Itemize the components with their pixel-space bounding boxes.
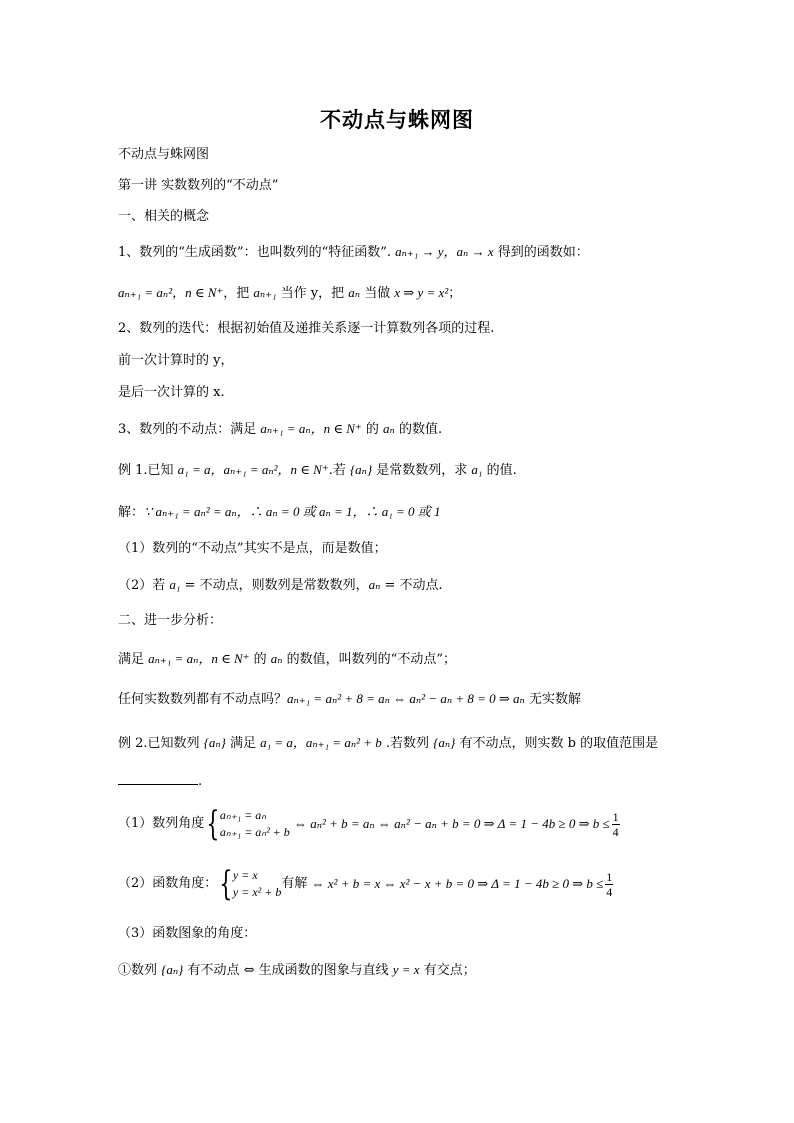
sequence-perspective: （1）数列角度{ aₙ₊₁ = aₙ aₙ₊₁ = aₙ² + b ⇔ aₙ² + b = aₙ ⇔ aₙ² − aₙ + b = 0 ⇒ Δ = 1 − 4b ≥ 0 ⇒ b ≤ $\frac{1}{4}$	[118, 804, 619, 844]
paragraph-question: 任何实数数列都有不动点吗？aₙ₊₁ = aₙ² + 8 = aₙ ⇔ aₙ² − aₙ + 8 = 0 ⇒ aₙ 无实数解	[118, 691, 581, 707]
page-title: 不动点与蛛网图	[320, 108, 474, 132]
left-brace: {	[219, 864, 233, 904]
fraction: $\frac{1}{4}$	[606, 869, 613, 899]
fraction: $\frac{1}{4}$	[612, 809, 619, 839]
paragraph-previous-y: 前一次计算时的 y，	[118, 353, 234, 368]
lecture-heading: 第一讲 实数数列的“不动点”	[118, 178, 279, 193]
example-1: 例 1.已知 a₁ = a，aₙ₊₁ = aₙ²，n ∈ N⁺.若 {aₙ} 是常数数列，求 a₁ 的值.	[118, 462, 517, 478]
subtitle: 不动点与蛛网图	[118, 147, 210, 162]
answer-blank	[118, 772, 198, 785]
paragraph-next-x: 是后一次计算的 x.	[118, 385, 225, 400]
section-heading-2: 二、进一步分析：	[118, 613, 223, 628]
answer-blank-line: .	[118, 772, 202, 791]
equation-system: aₙ₊₁ = aₙ aₙ₊₁ = aₙ² + b	[219, 808, 290, 839]
note-1: （1）数列的“不动点”其实不是点，而是数值；	[118, 541, 387, 556]
paragraph-fixed-point-restate: 满足 aₙ₊₁ = aₙ，n ∈ N⁺ 的 aₙ 的数值，叫数列的“不动点”；	[118, 651, 456, 667]
paragraph-generating-function: 1、数列的“生成函数”：也叫数列的“特征函数”. aₙ₊₁ → y，aₙ → x 得到的函数如：	[118, 244, 589, 260]
graph-perspective: （3）函数图象的角度：	[118, 926, 257, 941]
paragraph-fixed-point-def: 3、数列的不动点：满足 aₙ₊₁ = aₙ，n ∈ N⁺ 的 aₙ 的数值.	[118, 421, 443, 437]
note-2: （2）若 a₁ = 不动点，则数列是常数数列，aₙ = 不动点.	[118, 577, 443, 593]
paragraph-iteration: 2、数列的迭代：根据初始值及递推关系逐一计算数列各项的过程.	[118, 321, 495, 336]
equation-system: y = x y = x² + b	[232, 868, 282, 899]
example-2: 例 2.已知数列 {aₙ} 满足 a₁ = a，aₙ₊₁ = aₙ² + b .若数列 {aₙ} 有不动点，则实数 b 的取值范围是	[118, 735, 659, 751]
paragraph-example-function: aₙ₊₁ = aₙ²，n ∈ N⁺，把 aₙ₊₁ 当作 y，把 aₙ 当做 x ⇒ y = x²；	[118, 285, 462, 301]
function-perspective: （2）函数角度：{ y = x y = x² + b 有解 ⇔ x² + b = x ⇔ x² − x + b = 0 ⇒ Δ = 1 − 4b ≥ 0 ⇒ b ≤ $\frac{1}{4}$	[118, 864, 613, 904]
graph-perspective-item-1: ①数列 {aₙ} 有不动点 ⇔ 生成函数的图象与直线 y = x 有交点；	[118, 962, 476, 978]
left-brace: {	[206, 804, 220, 844]
example-1-solution: 解：∵ aₙ₊₁ = aₙ² = aₙ，∴ aₙ = 0 或 aₙ = 1，∴ a₁ = 0 或 1	[118, 504, 441, 520]
section-heading-1: 一、相关的概念	[118, 209, 210, 224]
